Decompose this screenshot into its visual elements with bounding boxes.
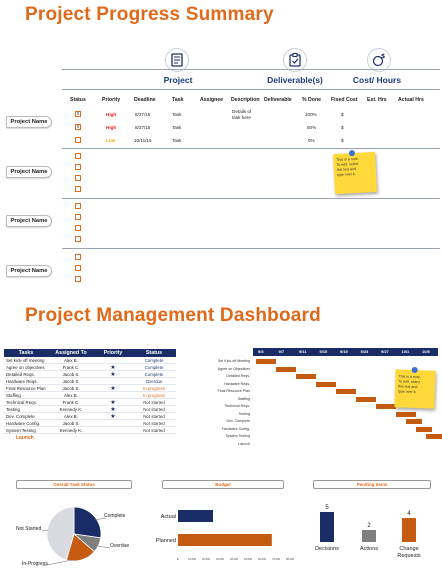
gantt-bar (396, 412, 416, 417)
assigned-cell: Alex B. (64, 413, 78, 419)
assigned-cell: Jacob S. (62, 385, 80, 391)
task-table (4, 349, 176, 441)
status-checkbox[interactable] (75, 225, 81, 231)
col-status: Status (70, 97, 86, 103)
status-checkbox[interactable]: x (76, 124, 80, 130)
gantt-date-label: 9/3 (258, 349, 264, 354)
assigned-cell: Alex B. (64, 357, 78, 363)
pie-chart (2, 490, 146, 570)
budget-bar-chart (150, 490, 296, 570)
gantt-bar (336, 389, 356, 394)
section-label-deliverables: Deliverable(s) (267, 75, 323, 85)
col-fixed-cost: Fixed Cost (331, 97, 358, 103)
task-cell: Detailed Reqs. (6, 371, 35, 377)
note-line: this text and (398, 384, 418, 390)
col-actual-hrs: Actual Hrs (398, 97, 424, 103)
pending-bar (402, 518, 416, 542)
table-row[interactable] (4, 357, 176, 364)
budget-tick-label: 80,000 (286, 558, 294, 561)
status-checkbox[interactable] (75, 254, 81, 260)
gantt-task-label: Hardware Reqs. (224, 381, 250, 386)
gantt-task-label: Set Kick-off Meeting (217, 359, 250, 363)
table-row[interactable] (4, 399, 176, 406)
done-value: 0% (308, 138, 315, 143)
header-top-rule (62, 69, 440, 70)
priority-star-icon: ★ (110, 364, 116, 371)
priority-value: High (106, 125, 117, 130)
description-value: Details of task here (232, 109, 252, 120)
note-line: type over it. (397, 389, 417, 395)
task-value: Task (172, 138, 182, 143)
gantt-date-label: 9/19 (340, 349, 348, 354)
gantt-task-label: Technical Reqs. (224, 404, 250, 408)
gantt-bar (276, 367, 296, 372)
table-row[interactable] (4, 392, 176, 399)
task-value: Task (172, 112, 182, 117)
col-assignee: Assignee (200, 97, 224, 103)
gantt-task-label: Testing (238, 411, 250, 416)
launch-label: Launch (16, 435, 34, 441)
project-name-tag[interactable]: Project Name (6, 265, 52, 277)
pending-value-label: 5 (325, 505, 329, 511)
status-checkbox[interactable] (75, 137, 81, 143)
done-value: 50% (307, 125, 317, 130)
budget-bar (178, 534, 272, 546)
task-cell: Hardware Config. (6, 420, 41, 426)
group-rule (62, 148, 440, 149)
section-label-cost-hours: Cost/ Hours (352, 75, 402, 85)
pending-category-label: Decisions (315, 546, 339, 552)
th-assigned: Assigned To (55, 350, 87, 356)
status-checkbox[interactable] (75, 236, 81, 242)
gantt-date-label: 10/1 (401, 349, 410, 354)
priority-star-icon: ★ (110, 413, 116, 420)
status-checkbox[interactable] (75, 164, 81, 170)
assigned-cell: Kennedy K. (59, 406, 83, 412)
status-checkbox[interactable] (75, 214, 81, 220)
pie-label: Complete (104, 513, 126, 519)
gantt-bar (426, 434, 442, 439)
gantt-task-label: Detailed Reqs. (226, 374, 250, 378)
task-cell: Hardware Reqs. (6, 378, 38, 384)
gantt-date-label: 9/27 (381, 349, 389, 354)
chart-title: Budget (162, 480, 284, 489)
gantt-sticky-note[interactable] (394, 369, 435, 408)
gantt-bar (296, 374, 316, 379)
pin-icon (349, 150, 355, 156)
gantt-task-label: Dev. Complete (226, 419, 250, 423)
task-cell: Set kick-off meeting (6, 357, 45, 363)
pending-bar (320, 512, 334, 542)
col-deadline: Deadline (134, 97, 156, 103)
assigned-cell: Frank C. (62, 399, 80, 405)
assigned-cell: Jacob S. (62, 371, 80, 377)
task-status-chart (2, 480, 146, 570)
assigned-cell: Jacob S. (62, 378, 80, 384)
budget-tick-label: 20,000 (202, 558, 210, 561)
dashboard-title: Project Management Dashboard (25, 305, 321, 326)
budget-category-label: Planned (155, 538, 176, 544)
table-row[interactable] (4, 385, 176, 392)
project-name-tag[interactable]: Project Name (6, 166, 52, 178)
summary-title: Project Progress Summary (25, 4, 274, 25)
budget-tick-label: 10,000 (188, 558, 196, 561)
cost-value: $ (341, 125, 344, 130)
priority-value: High (106, 112, 117, 117)
col-done: % Done (302, 97, 322, 103)
status-cell: Not started (143, 399, 165, 405)
gantt-task-label: Launch (238, 441, 250, 446)
pie-label: Overdue (110, 543, 130, 549)
status-cell: In progress (143, 385, 165, 391)
col-task: Task (172, 97, 184, 103)
status-cell: Complete (144, 371, 164, 377)
budget-category-label: Actual (160, 514, 176, 520)
project-name-tag[interactable]: Project Name (6, 215, 52, 227)
budget-tick-label: 60,000 (258, 558, 266, 561)
task-cell: Dev. Complete (6, 413, 35, 419)
pending-items-chart (305, 480, 439, 570)
budget-tick-label: 50,000 (244, 558, 252, 561)
priority-star-icon: ★ (110, 385, 116, 392)
budget-bar (178, 510, 213, 522)
pending-value-label: 4 (407, 511, 411, 517)
note-line: To edit, select (398, 379, 421, 385)
priority-star-icon: ★ (110, 406, 116, 413)
task-value: Task (172, 125, 182, 130)
gantt-date-label: 9/15 (319, 349, 328, 354)
gantt-bar (316, 382, 336, 387)
gantt-date-label: 9/7 (278, 349, 285, 354)
status-cell: Not started (143, 427, 165, 433)
status-cell: Complete (144, 357, 164, 363)
status-checkbox[interactable] (75, 186, 81, 192)
priority-value: Low (106, 138, 116, 143)
cost-value: $ (341, 138, 344, 143)
pie-label: Not Started (16, 526, 42, 532)
table-row[interactable] (4, 420, 176, 427)
task-cell: Final Resource Plan (6, 385, 46, 391)
pending-bar (362, 530, 376, 542)
status-cell: Overdue (145, 378, 163, 384)
table-row[interactable] (4, 406, 176, 413)
note-line: To edit, select (336, 161, 359, 167)
status-checkbox[interactable] (75, 203, 81, 209)
status-checkbox[interactable] (75, 153, 81, 159)
cost-value: $ (341, 112, 344, 117)
table-row[interactable] (4, 413, 176, 420)
gantt-bar (416, 427, 432, 432)
group-rule (62, 198, 440, 199)
pie-label: In-Progress (22, 561, 48, 567)
assigned-cell: Alex B. (64, 392, 78, 398)
gantt-task-label: Hardware Config. (222, 426, 250, 431)
budget-tick-label: $- (176, 558, 180, 561)
deadline-value: 8/27/15 (135, 125, 151, 130)
task-cell: Agree on objectives (6, 364, 45, 370)
gantt-bar (376, 404, 396, 409)
pin-icon (412, 367, 418, 373)
chart-title: Overall Task Status (16, 480, 132, 489)
status-cell: Not started (143, 413, 165, 419)
col-priority: Priority (102, 97, 121, 103)
section-label-project: Project (163, 75, 193, 85)
task-cell: Testing (6, 406, 20, 412)
table-row[interactable] (4, 364, 176, 371)
assigned-cell: Kennedy K. (59, 427, 83, 433)
col-est-hrs: Est. Hrs (367, 97, 387, 103)
pending-value-label: 2 (367, 523, 371, 529)
project-name-tag[interactable]: Project Name (6, 116, 52, 128)
th-tasks: Tasks (18, 350, 34, 356)
assigned-cell: Jacob S. (62, 420, 80, 426)
note-line: This is a note. (336, 156, 359, 162)
table-row[interactable] (4, 378, 176, 385)
note-line: type over it. (336, 171, 356, 177)
gantt-date-label: 9/23 (360, 349, 369, 354)
header-bottom-rule (62, 89, 440, 90)
col-description: Description (231, 97, 260, 103)
pending-bar-chart (305, 490, 439, 570)
pie-leader-line (98, 546, 110, 548)
pending-category-label: Actions (359, 546, 379, 552)
task-cell: System Testing (6, 427, 36, 433)
deadline-value: 8/27/15 (135, 112, 151, 117)
done-value: 100% (305, 112, 317, 117)
gantt-task-label: Agree on Objectives (217, 366, 250, 371)
assigned-cell: Frank C. (62, 364, 80, 370)
priority-star-icon: ★ (110, 399, 116, 406)
task-cell: Staffing (6, 392, 21, 398)
note-line: This is a note. (398, 374, 421, 380)
chart-title: Pending Items (313, 480, 431, 489)
task-cell: Technical Reqs. (6, 399, 37, 405)
svg-text:$: $ (381, 53, 386, 60)
status-checkbox[interactable] (75, 276, 81, 282)
th-priority: Priority (103, 350, 123, 356)
status-checkbox[interactable] (75, 265, 81, 271)
task-table-header (4, 349, 176, 357)
status-checkbox[interactable]: x (76, 111, 80, 117)
table-row[interactable] (4, 427, 176, 434)
budget-tick-label: 30,000 (216, 558, 224, 561)
gantt-bar (356, 397, 376, 402)
gantt-task-label: System Testing (225, 434, 250, 438)
group-rule (62, 248, 440, 249)
status-cell: Not started (143, 406, 165, 412)
budget-tick-label: 70,000 (272, 558, 280, 561)
table-row[interactable] (4, 371, 176, 378)
gantt-task-label: Final Resource Plan (217, 389, 250, 393)
status-cell: In progress (143, 392, 165, 398)
deadline-value: 10/11/15 (134, 138, 152, 143)
pending-category-label: Requests (397, 553, 421, 559)
gantt-date-label: 10/5 (422, 349, 430, 354)
sticky-note[interactable] (333, 152, 377, 194)
note-line: this text and (336, 166, 357, 172)
gantt-bar (406, 419, 422, 424)
gantt-bar (256, 359, 276, 364)
th-status: Status (145, 350, 163, 356)
status-cell: Not started (143, 420, 165, 426)
budget-chart (150, 480, 296, 570)
pie-slice (74, 507, 101, 538)
pending-category-label: Change (399, 546, 419, 552)
status-cell: Complete (144, 364, 164, 370)
col-deliverable: Deliverable (264, 97, 292, 103)
gantt-task-label: Staffing (237, 396, 250, 401)
gantt-date-label: 9/11 (299, 349, 307, 354)
budget-tick-label: 40,000 (230, 558, 238, 561)
status-checkbox[interactable] (75, 175, 81, 181)
priority-star-icon: ★ (110, 371, 116, 378)
